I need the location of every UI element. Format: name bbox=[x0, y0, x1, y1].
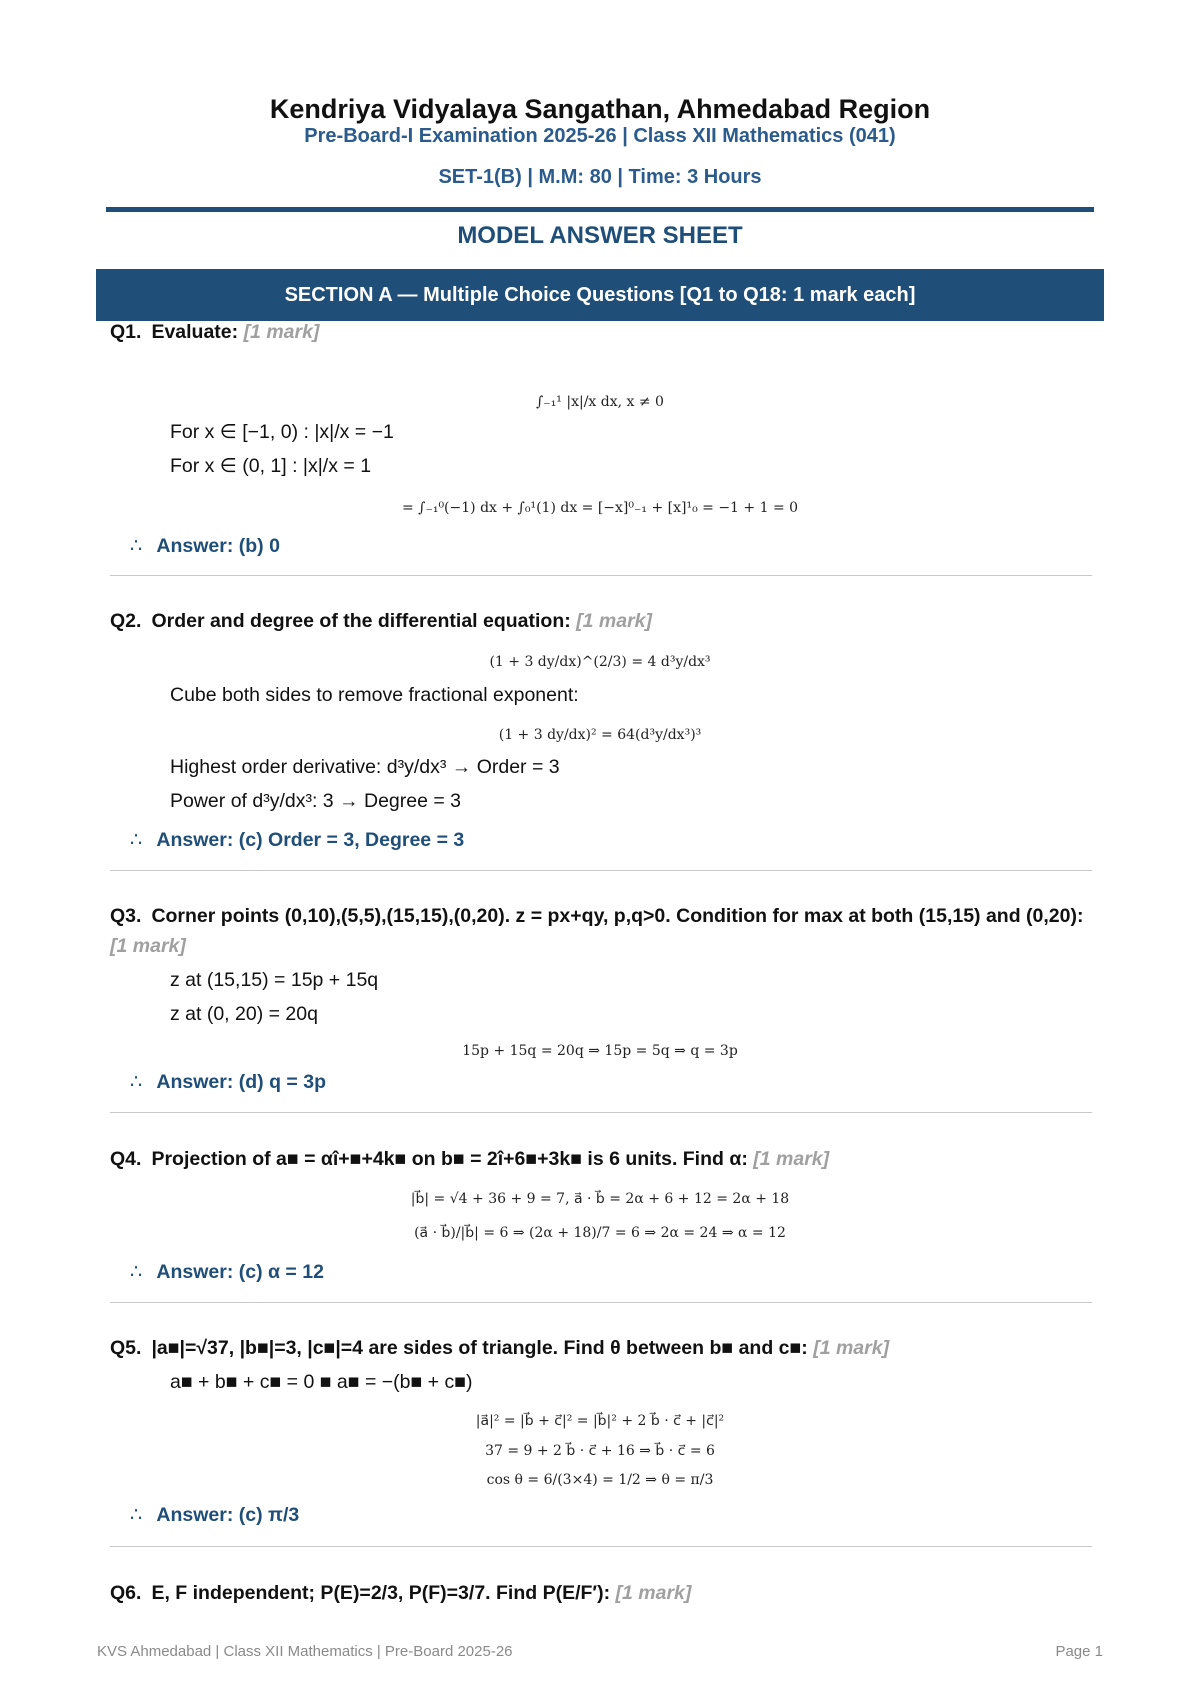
model-answer-title: MODEL ANSWER SHEET bbox=[457, 222, 743, 249]
q1-answer-text: Answer: (b) 0 bbox=[156, 535, 280, 557]
section-a-heading: SECTION A — Multiple Choice Questions [Q1 to Q18: 1 mark each] bbox=[96, 269, 1104, 321]
q5-number: Q5. bbox=[110, 1337, 142, 1359]
q5-step-1: a■ + b■ + c■ = 0 ■ a■ = −(b■ + c■) bbox=[170, 1371, 473, 1393]
q5-math-square: |a⃗|² = |b⃗ + c⃗|² = |b⃗|² + 2 b⃗ · c⃗ + |c⃗|² bbox=[475, 1413, 725, 1429]
q3-divider bbox=[110, 1112, 1092, 1113]
q2-divider bbox=[110, 870, 1092, 871]
therefore-symbol: ∴ bbox=[130, 829, 143, 851]
q3-number: Q3. bbox=[110, 905, 142, 927]
footer-left-text: KVS Ahmedabad | Class XII Mathematics | Pre-Board 2025-26 bbox=[97, 1643, 513, 1660]
q1-text: Evaluate: bbox=[151, 321, 244, 343]
therefore-symbol: ∴ bbox=[130, 1071, 143, 1093]
school-title: Kendriya Vidyalaya Sangathan, Ahmedabad Region bbox=[269, 94, 931, 124]
q2-step-2: Highest order derivative: d³y/dx³ → Order = 3 bbox=[170, 756, 560, 778]
q1-step-1: For x ∈ [−1, 0) : |x|/x = −1 bbox=[170, 421, 394, 443]
header-rule bbox=[106, 207, 1094, 212]
q6-number: Q6. bbox=[110, 1582, 142, 1604]
q6-question bbox=[110, 1578, 1085, 1608]
therefore-symbol: ∴ bbox=[130, 1504, 143, 1526]
q3-answer-text: Answer: (d) q = 3p bbox=[156, 1071, 326, 1093]
exam-subtitle: Pre-Board-I Examination 2025-26 | Class XII Mathematics (041) bbox=[304, 125, 896, 147]
q4-text: Projection of a■ = αî+■+4k■ on b■ = 2î+6■+3k■ is 6 units. Find α: bbox=[151, 1148, 754, 1170]
q2-mark: [1 mark] bbox=[576, 610, 653, 632]
q5-answer bbox=[130, 1503, 299, 1527]
q4-math-magnitude: |b⃗| = √4 + 36 + 9 = 7, a⃗ · b⃗ = 2α + 6 + 12 = 2α + 18 bbox=[410, 1191, 790, 1207]
q5-text: |a■|=√37, |b■|=3, |c■|=4 are sides of triangle. Find θ between b■ and c■: bbox=[151, 1337, 814, 1359]
q4-math-projection: (a⃗ · b⃗)/|b⃗| = 6 ⇒ (2α + 18)/7 = 6 ⇒ 2α = 24 ⇒ α = 12 bbox=[414, 1225, 786, 1241]
q4-number: Q4. bbox=[110, 1148, 142, 1170]
q4-answer-text: Answer: (c) α = 12 bbox=[156, 1261, 324, 1283]
q3-math-condition: 15p + 15q = 20q ⇒ 15p = 5q ⇒ q = 3p bbox=[462, 1043, 738, 1059]
q6-mark: [1 mark] bbox=[615, 1582, 692, 1604]
q2-answer bbox=[130, 828, 464, 852]
q3-text: Corner points (0,10),(5,5),(15,15),(0,20). z = px+qy, p,q>0. Condition for max at both (15,15) and (0,20): bbox=[151, 905, 1084, 927]
therefore-symbol: ∴ bbox=[130, 1261, 143, 1283]
therefore-symbol: ∴ bbox=[130, 535, 143, 557]
q1-question bbox=[110, 317, 1085, 347]
q2-step-3: Power of d³y/dx³: 3 → Degree = 3 bbox=[170, 790, 462, 812]
q2-math-equation: (1 + 3 dy/dx)^(2/3) = 4 d³y/dx³ bbox=[489, 654, 711, 670]
q1-mark: [1 mark] bbox=[243, 321, 320, 343]
q3-question bbox=[110, 901, 1085, 961]
q1-step-2: For x ∈ (0, 1] : |x|/x = 1 bbox=[170, 455, 372, 477]
page-number: Page 1 bbox=[1055, 1643, 1103, 1660]
set-info-line: SET-1(B) | M.M: 80 | Time: 3 Hours bbox=[438, 166, 762, 188]
q2-math-cubed: (1 + 3 dy/dx)² = 64(d³y/dx³)³ bbox=[498, 727, 702, 743]
q2-question bbox=[110, 606, 1085, 636]
q5-divider bbox=[110, 1546, 1092, 1547]
q3-answer bbox=[130, 1070, 326, 1094]
q4-answer bbox=[130, 1260, 324, 1284]
q3-step-2: z at (0, 20) = 20q bbox=[170, 1003, 318, 1025]
q1-answer bbox=[130, 534, 280, 558]
q1-number: Q1. bbox=[110, 321, 142, 343]
q2-step-1: Cube both sides to remove fractional exponent: bbox=[170, 684, 579, 706]
q5-question bbox=[110, 1333, 1085, 1363]
q4-divider bbox=[110, 1302, 1092, 1303]
q4-mark: [1 mark] bbox=[753, 1148, 830, 1170]
q1-math-solution: = ∫₋₁⁰(−1) dx + ∫₀¹(1) dx = [−x]⁰₋₁ + [x]¹₀ = −1 + 1 = 0 bbox=[401, 500, 799, 516]
q3-step-1: z at (15,15) = 15p + 15q bbox=[170, 969, 379, 991]
q5-math-dot: 37 = 9 + 2 b⃗ · c⃗ + 16 ⇒ b⃗ · c⃗ = 6 bbox=[485, 1443, 715, 1459]
q3-mark: [1 mark] bbox=[110, 935, 186, 957]
q5-mark: [1 mark] bbox=[813, 1337, 890, 1359]
q2-answer-text: Answer: (c) Order = 3, Degree = 3 bbox=[156, 829, 465, 851]
q2-text: Order and degree of the differential equation: bbox=[151, 610, 577, 632]
q4-question bbox=[110, 1144, 1085, 1174]
q5-math-cos: cos θ = 6/(3×4) = 1/2 ⇒ θ = π/3 bbox=[486, 1472, 714, 1488]
q5-answer-text: Answer: (c) π/3 bbox=[156, 1504, 300, 1526]
q2-number: Q2. bbox=[110, 610, 142, 632]
q6-text: E, F independent; P(E)=2/3, P(F)=3/7. Find P(E/F′): bbox=[151, 1582, 616, 1604]
q1-divider bbox=[110, 575, 1092, 576]
q1-math-integral: ∫₋₁¹ |x|/x dx, x ≠ 0 bbox=[536, 394, 664, 410]
